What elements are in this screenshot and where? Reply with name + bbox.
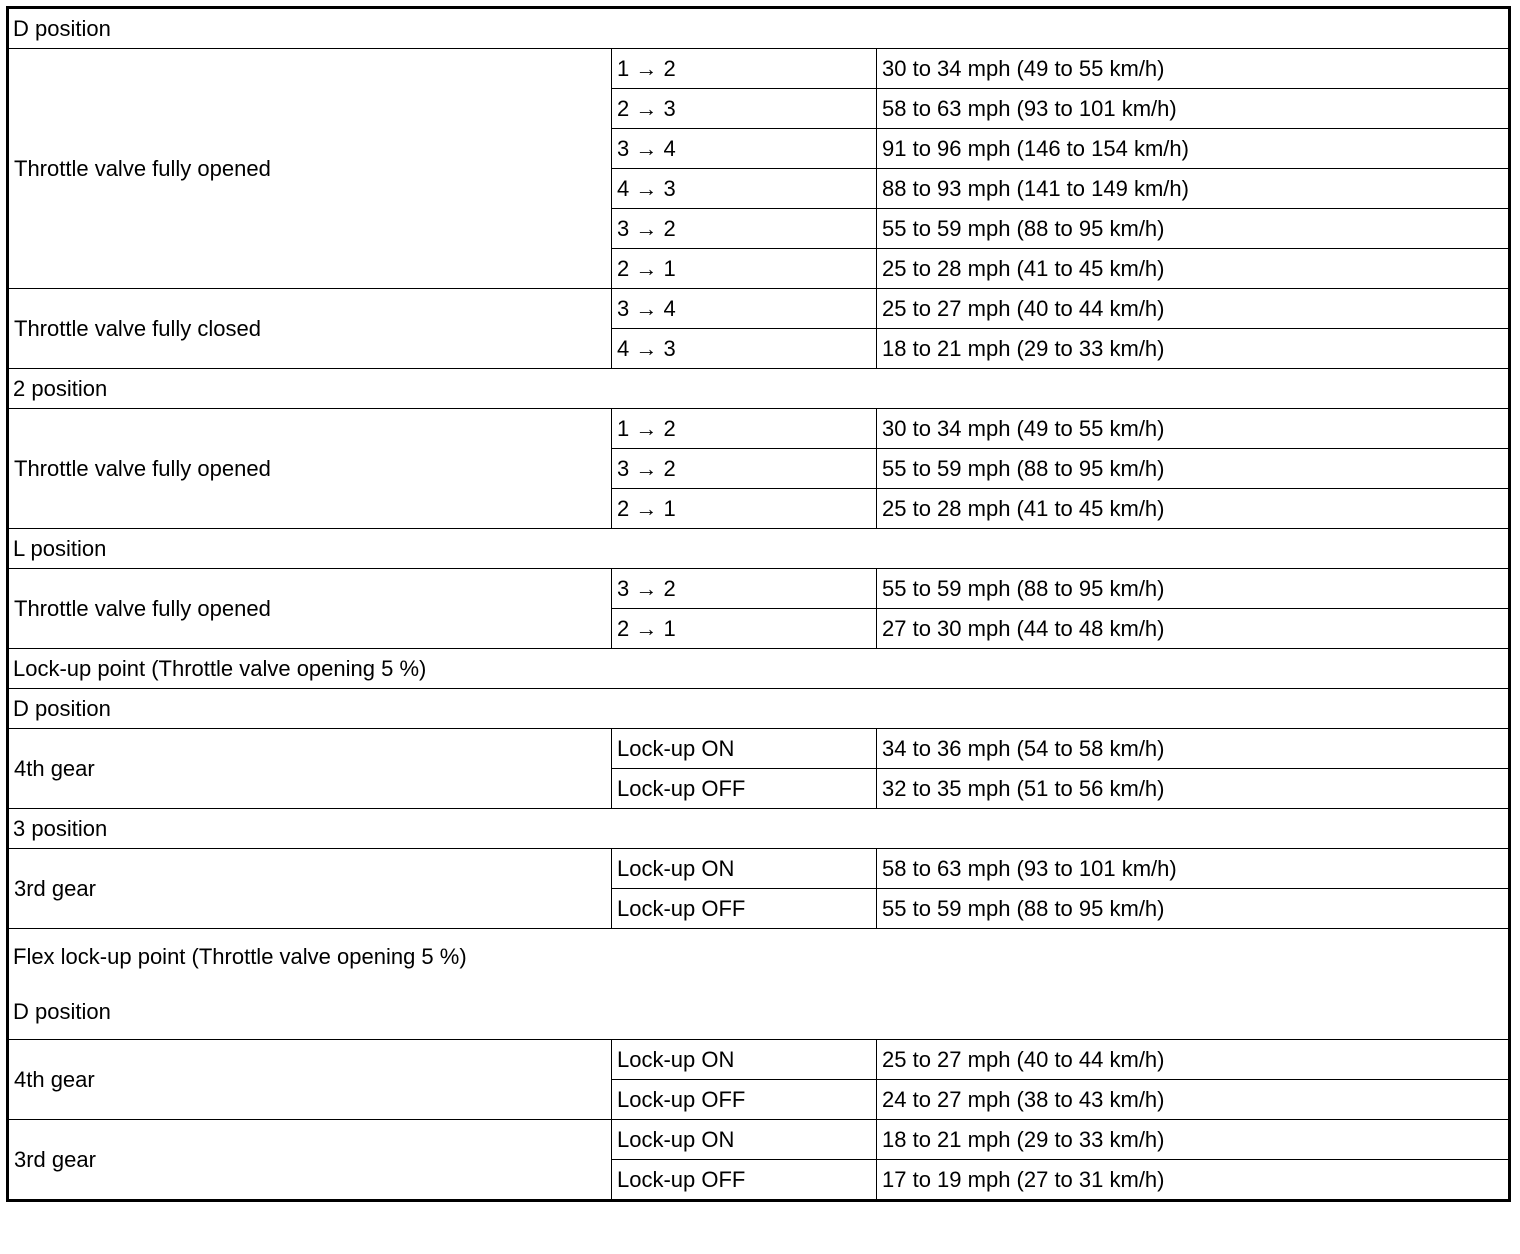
table-row [8,1120,1510,1160]
shift-schedule-body [8,8,1510,1201]
shift-cell: 4 → 3 [612,169,877,209]
shift-cell: 2 → 1 [612,489,877,529]
shift-cell: Lock-up OFF [612,889,877,929]
shift-cell: Lock-up ON [612,1120,877,1160]
shift-cell: 3 → 4 [612,129,877,169]
condition-label: 4th gear [8,729,612,809]
speed-cell: 25 to 28 mph (41 to 45 km/h) [877,489,1510,529]
table-row [8,849,1510,889]
shift-cell: 3 → 2 [612,449,877,489]
shift-cell: 2 → 1 [612,609,877,649]
table-row [8,729,1510,769]
speed-cell: 55 to 59 mph (88 to 95 km/h) [877,209,1510,249]
condition-label: 3rd gear [8,1120,612,1201]
speed-cell: 27 to 30 mph (44 to 48 km/h) [877,609,1510,649]
speed-cell: 58 to 63 mph (93 to 101 km/h) [877,849,1510,889]
speed-cell: 24 to 27 mph (38 to 43 km/h) [877,1080,1510,1120]
speed-cell: 91 to 96 mph (146 to 154 km/h) [877,129,1510,169]
shift-cell: Lock-up OFF [612,1160,877,1201]
section-heading: L position [8,529,1510,569]
speed-cell: 18 to 21 mph (29 to 33 km/h) [877,1120,1510,1160]
condition-label: Throttle valve fully opened [8,49,612,289]
shift-cell: 4 → 3 [612,329,877,369]
speed-cell: 55 to 59 mph (88 to 95 km/h) [877,889,1510,929]
section-heading: 3 position [8,809,1510,849]
section-heading: D position [8,8,1510,49]
shift-cell: 3 → 4 [612,289,877,329]
shift-cell: Lock-up ON [612,849,877,889]
shift-cell: Lock-up ON [612,1040,877,1080]
speed-cell: 25 to 28 mph (41 to 45 km/h) [877,249,1510,289]
section-row [8,8,1510,49]
speed-cell: 25 to 27 mph (40 to 44 km/h) [877,1040,1510,1080]
shift-cell: 1 → 2 [612,409,877,449]
speed-cell: 32 to 35 mph (51 to 56 km/h) [877,769,1510,809]
table-row [8,1040,1510,1080]
shift-cell: 2 → 3 [612,89,877,129]
section-row [8,369,1510,409]
section-row [8,929,1510,1040]
speed-cell: 88 to 93 mph (141 to 149 km/h) [877,169,1510,209]
section-subheading: D position [13,999,111,1024]
speed-cell: 18 to 21 mph (29 to 33 km/h) [877,329,1510,369]
section-heading: Flex lock-up point (Throttle valve opening 5 %) [13,944,467,969]
condition-label: Throttle valve fully opened [8,409,612,529]
section-heading: 2 position [8,369,1510,409]
speed-cell: 55 to 59 mph (88 to 95 km/h) [877,449,1510,489]
condition-label: Throttle valve fully opened [8,569,612,649]
speed-cell: 55 to 59 mph (88 to 95 km/h) [877,569,1510,609]
table-row [8,409,1510,449]
table-row [8,289,1510,329]
section-row [8,689,1510,729]
section-row [8,809,1510,849]
shift-cell: 2 → 1 [612,249,877,289]
speed-cell: 25 to 27 mph (40 to 44 km/h) [877,289,1510,329]
shift-cell: 3 → 2 [612,209,877,249]
shift-cell: 1 → 2 [612,49,877,89]
section-heading: Lock-up point (Throttle valve opening 5 %) [8,649,1510,689]
shift-cell: Lock-up ON [612,729,877,769]
shift-cell: Lock-up OFF [612,1080,877,1120]
shift-cell: 3 → 2 [612,569,877,609]
condition-label: 3rd gear [8,849,612,929]
section-row [8,529,1510,569]
section-heading-block [8,929,1510,1040]
table-row [8,569,1510,609]
speed-cell: 30 to 34 mph (49 to 55 km/h) [877,49,1510,89]
condition-label: 4th gear [8,1040,612,1120]
speed-cell: 17 to 19 mph (27 to 31 km/h) [877,1160,1510,1201]
section-row [8,649,1510,689]
table-row [8,49,1510,89]
speed-cell: 58 to 63 mph (93 to 101 km/h) [877,89,1510,129]
section-heading: D position [8,689,1510,729]
shift-schedule-table [6,6,1511,1202]
speed-cell: 34 to 36 mph (54 to 58 km/h) [877,729,1510,769]
condition-label: Throttle valve fully closed [8,289,612,369]
shift-cell: Lock-up OFF [612,769,877,809]
speed-cell: 30 to 34 mph (49 to 55 km/h) [877,409,1510,449]
